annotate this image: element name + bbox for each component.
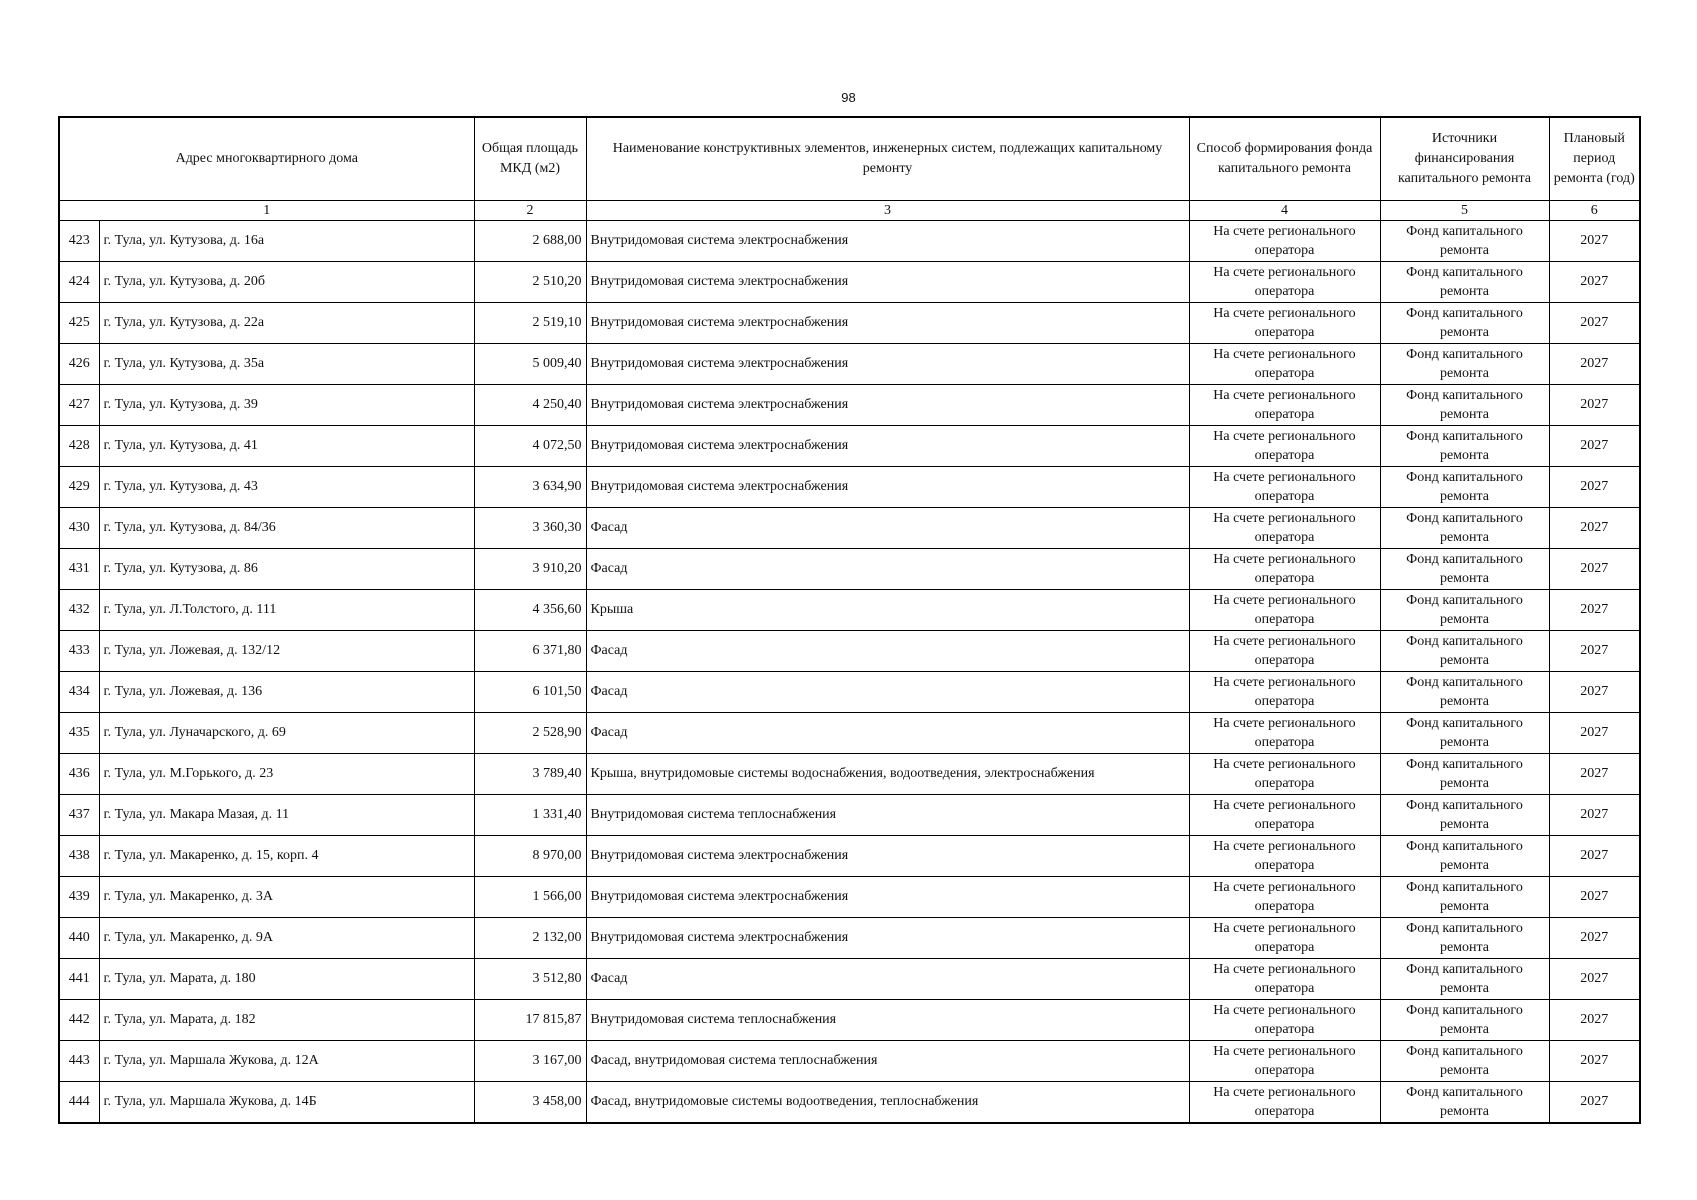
column-number: 4 [1189, 201, 1380, 221]
area-cell: 3 634,90 [474, 467, 586, 508]
address-cell: г. Тула, ул. Маршала Жукова, д. 12А [99, 1041, 474, 1082]
table-row [59, 1041, 1640, 1082]
row-number: 436 [59, 754, 99, 795]
area-cell: 6 101,50 [474, 672, 586, 713]
elements-cell: Внутридомовая система электроснабжения [586, 262, 1189, 303]
year-cell: 2027 [1549, 549, 1640, 590]
address-cell: г. Тула, ул. Марата, д. 180 [99, 959, 474, 1000]
header-address: Адрес многоквартирного дома [59, 117, 474, 201]
address-cell: г. Тула, ул. Марата, д. 182 [99, 1000, 474, 1041]
address-cell: г. Тула, ул. Кутузова, д. 20б [99, 262, 474, 303]
table-row [59, 385, 1640, 426]
row-number: 435 [59, 713, 99, 754]
source-cell: Фонд капитального ремонта [1380, 1041, 1549, 1082]
address-cell: г. Тула, ул. Макаренко, д. 3А [99, 877, 474, 918]
area-cell: 3 910,20 [474, 549, 586, 590]
address-cell: г. Тула, ул. Маршала Жукова, д. 14Б [99, 1082, 474, 1124]
method-cell: На счете регионального оператора [1189, 713, 1380, 754]
row-number: 437 [59, 795, 99, 836]
address-cell: г. Тула, ул. Кутузова, д. 41 [99, 426, 474, 467]
area-cell: 1 331,40 [474, 795, 586, 836]
table-row [59, 1082, 1640, 1124]
address-cell: г. Тула, ул. Кутузова, д. 16а [99, 221, 474, 262]
area-cell: 2 132,00 [474, 918, 586, 959]
area-cell: 2 688,00 [474, 221, 586, 262]
source-cell: Фонд капитального ремонта [1380, 959, 1549, 1000]
source-cell: Фонд капитального ремонта [1380, 590, 1549, 631]
method-cell: На счете регионального оператора [1189, 426, 1380, 467]
elements-cell: Фасад [586, 959, 1189, 1000]
elements-cell: Фасад, внутридомовые системы водоотведения, теплоснабжения [586, 1082, 1189, 1124]
year-cell: 2027 [1549, 344, 1640, 385]
row-number: 431 [59, 549, 99, 590]
year-cell: 2027 [1549, 631, 1640, 672]
elements-cell: Внутридомовая система электроснабжения [586, 385, 1189, 426]
header-area: Общая площадь МКД (м2) [474, 117, 586, 201]
table-row [59, 713, 1640, 754]
year-cell: 2027 [1549, 221, 1640, 262]
address-cell: г. Тула, ул. Ложевая, д. 136 [99, 672, 474, 713]
year-cell: 2027 [1549, 959, 1640, 1000]
year-cell: 2027 [1549, 877, 1640, 918]
address-cell: г. Тула, ул. Макаренко, д. 15, корп. 4 [99, 836, 474, 877]
table-row [59, 467, 1640, 508]
elements-cell: Фасад [586, 508, 1189, 549]
elements-cell: Внутридомовая система электроснабжения [586, 918, 1189, 959]
area-cell: 6 371,80 [474, 631, 586, 672]
table-row [59, 631, 1640, 672]
year-cell: 2027 [1549, 1082, 1640, 1124]
header-year: Плановый период ремонта (год) [1549, 117, 1640, 201]
row-number: 444 [59, 1082, 99, 1124]
address-cell: г. Тула, ул. Луначарского, д. 69 [99, 713, 474, 754]
year-cell: 2027 [1549, 918, 1640, 959]
year-cell: 2027 [1549, 1041, 1640, 1082]
table-row [59, 918, 1640, 959]
row-number: 440 [59, 918, 99, 959]
row-number: 430 [59, 508, 99, 549]
method-cell: На счете регионального оператора [1189, 877, 1380, 918]
row-number: 442 [59, 1000, 99, 1041]
method-cell: На счете регионального оператора [1189, 631, 1380, 672]
table-row [59, 754, 1640, 795]
year-cell: 2027 [1549, 385, 1640, 426]
column-number: 2 [474, 201, 586, 221]
method-cell: На счете регионального оператора [1189, 549, 1380, 590]
table-row [59, 672, 1640, 713]
row-number: 427 [59, 385, 99, 426]
source-cell: Фонд капитального ремонта [1380, 631, 1549, 672]
elements-cell: Внутридомовая система электроснабжения [586, 303, 1189, 344]
method-cell: На счете регионального оператора [1189, 385, 1380, 426]
area-cell: 5 009,40 [474, 344, 586, 385]
source-cell: Фонд капитального ремонта [1380, 713, 1549, 754]
table-row [59, 262, 1640, 303]
source-cell: Фонд капитального ремонта [1380, 467, 1549, 508]
year-cell: 2027 [1549, 836, 1640, 877]
row-number: 428 [59, 426, 99, 467]
area-cell: 2 528,90 [474, 713, 586, 754]
elements-cell: Внутридомовая система теплоснабжения [586, 795, 1189, 836]
elements-cell: Внутридомовая система электроснабжения [586, 221, 1189, 262]
method-cell: На счете регионального оператора [1189, 303, 1380, 344]
method-cell: На счете регионального оператора [1189, 1041, 1380, 1082]
source-cell: Фонд капитального ремонта [1380, 221, 1549, 262]
method-cell: На счете регионального оператора [1189, 672, 1380, 713]
address-cell: г. Тула, ул. Кутузова, д. 84/36 [99, 508, 474, 549]
address-cell: г. Тула, ул. Кутузова, д. 39 [99, 385, 474, 426]
year-cell: 2027 [1549, 672, 1640, 713]
row-number: 443 [59, 1041, 99, 1082]
source-cell: Фонд капитального ремонта [1380, 385, 1549, 426]
source-cell: Фонд капитального ремонта [1380, 836, 1549, 877]
column-number: 1 [59, 201, 474, 221]
method-cell: На счете регионального оператора [1189, 836, 1380, 877]
elements-cell: Фасад [586, 672, 1189, 713]
column-number: 6 [1549, 201, 1640, 221]
year-cell: 2027 [1549, 590, 1640, 631]
source-cell: Фонд капитального ремонта [1380, 508, 1549, 549]
row-number: 429 [59, 467, 99, 508]
source-cell: Фонд капитального ремонта [1380, 344, 1549, 385]
elements-cell: Фасад [586, 631, 1189, 672]
address-cell: г. Тула, ул. Кутузова, д. 86 [99, 549, 474, 590]
area-cell: 3 512,80 [474, 959, 586, 1000]
table-row [59, 1000, 1640, 1041]
table-row [59, 836, 1640, 877]
method-cell: На счете регионального оператора [1189, 262, 1380, 303]
elements-cell: Внутридомовая система электроснабжения [586, 877, 1189, 918]
address-cell: г. Тула, ул. Кутузова, д. 35а [99, 344, 474, 385]
source-cell: Фонд капитального ремонта [1380, 795, 1549, 836]
year-cell: 2027 [1549, 713, 1640, 754]
elements-cell: Крыша [586, 590, 1189, 631]
column-number: 3 [586, 201, 1189, 221]
row-number: 432 [59, 590, 99, 631]
year-cell: 2027 [1549, 303, 1640, 344]
table-row [59, 508, 1640, 549]
year-cell: 2027 [1549, 754, 1640, 795]
source-cell: Фонд капитального ремонта [1380, 1082, 1549, 1124]
elements-cell: Внутридомовая система электроснабжения [586, 467, 1189, 508]
elements-cell: Внутридомовая система электроснабжения [586, 344, 1189, 385]
area-cell: 17 815,87 [474, 1000, 586, 1041]
area-cell: 1 566,00 [474, 877, 586, 918]
year-cell: 2027 [1549, 426, 1640, 467]
elements-cell: Фасад [586, 713, 1189, 754]
method-cell: На счете регионального оператора [1189, 221, 1380, 262]
table-row [59, 795, 1640, 836]
row-number: 441 [59, 959, 99, 1000]
method-cell: На счете регионального оператора [1189, 467, 1380, 508]
table-body [59, 221, 1640, 1124]
table-row [59, 590, 1640, 631]
table-row [59, 426, 1640, 467]
row-number: 438 [59, 836, 99, 877]
address-cell: г. Тула, ул. Макаренко, д. 9А [99, 918, 474, 959]
repair-registry-table [58, 116, 1641, 1124]
source-cell: Фонд капитального ремонта [1380, 426, 1549, 467]
area-cell: 4 356,60 [474, 590, 586, 631]
elements-cell: Фасад, внутридомовая система теплоснабжения [586, 1041, 1189, 1082]
elements-cell: Фасад [586, 549, 1189, 590]
area-cell: 3 167,00 [474, 1041, 586, 1082]
address-cell: г. Тула, ул. Кутузова, д. 22а [99, 303, 474, 344]
elements-cell: Крыша, внутридомовые системы водоснабжения, водоотведения, электроснабжения [586, 754, 1189, 795]
header-elements: Наименование конструктивных элементов, инженерных систем, подлежащих капитальному ремонту [586, 117, 1189, 201]
table-row [59, 877, 1640, 918]
address-cell: г. Тула, ул. Макара Мазая, д. 11 [99, 795, 474, 836]
elements-cell: Внутридомовая система теплоснабжения [586, 1000, 1189, 1041]
method-cell: На счете регионального оператора [1189, 959, 1380, 1000]
source-cell: Фонд капитального ремонта [1380, 754, 1549, 795]
column-number-row [59, 201, 1640, 221]
method-cell: На счете регионального оператора [1189, 344, 1380, 385]
area-cell: 2 510,20 [474, 262, 586, 303]
address-cell: г. Тула, ул. М.Горького, д. 23 [99, 754, 474, 795]
table-row [59, 303, 1640, 344]
table-row [59, 549, 1640, 590]
year-cell: 2027 [1549, 467, 1640, 508]
table-header-row [59, 117, 1640, 201]
year-cell: 2027 [1549, 262, 1640, 303]
header-source: Источники финансирования капитального ремонта [1380, 117, 1549, 201]
row-number: 439 [59, 877, 99, 918]
table-row [59, 221, 1640, 262]
row-number: 423 [59, 221, 99, 262]
source-cell: Фонд капитального ремонта [1380, 1000, 1549, 1041]
method-cell: На счете регионального оператора [1189, 795, 1380, 836]
row-number: 426 [59, 344, 99, 385]
row-number: 434 [59, 672, 99, 713]
source-cell: Фонд капитального ремонта [1380, 672, 1549, 713]
source-cell: Фонд капитального ремонта [1380, 262, 1549, 303]
row-number: 424 [59, 262, 99, 303]
page-number: 98 [841, 90, 856, 105]
source-cell: Фонд капитального ремонта [1380, 877, 1549, 918]
method-cell: На счете регионального оператора [1189, 508, 1380, 549]
table-row [59, 959, 1640, 1000]
row-number: 433 [59, 631, 99, 672]
area-cell: 3 789,40 [474, 754, 586, 795]
method-cell: На счете регионального оператора [1189, 1082, 1380, 1124]
elements-cell: Внутридомовая система электроснабжения [586, 426, 1189, 467]
source-cell: Фонд капитального ремонта [1380, 549, 1549, 590]
area-cell: 4 072,50 [474, 426, 586, 467]
method-cell: На счете регионального оператора [1189, 918, 1380, 959]
source-cell: Фонд капитального ремонта [1380, 918, 1549, 959]
method-cell: На счете регионального оператора [1189, 754, 1380, 795]
method-cell: На счете регионального оператора [1189, 590, 1380, 631]
area-cell: 2 519,10 [474, 303, 586, 344]
row-number: 425 [59, 303, 99, 344]
column-number: 5 [1380, 201, 1549, 221]
area-cell: 4 250,40 [474, 385, 586, 426]
source-cell: Фонд капитального ремонта [1380, 303, 1549, 344]
area-cell: 3 458,00 [474, 1082, 586, 1124]
table-row [59, 344, 1640, 385]
header-method: Способ формирования фонда капитального ремонта [1189, 117, 1380, 201]
address-cell: г. Тула, ул. Ложевая, д. 132/12 [99, 631, 474, 672]
year-cell: 2027 [1549, 508, 1640, 549]
year-cell: 2027 [1549, 795, 1640, 836]
address-cell: г. Тула, ул. Л.Толстого, д. 111 [99, 590, 474, 631]
area-cell: 3 360,30 [474, 508, 586, 549]
area-cell: 8 970,00 [474, 836, 586, 877]
method-cell: На счете регионального оператора [1189, 1000, 1380, 1041]
year-cell: 2027 [1549, 1000, 1640, 1041]
elements-cell: Внутридомовая система электроснабжения [586, 836, 1189, 877]
address-cell: г. Тула, ул. Кутузова, д. 43 [99, 467, 474, 508]
